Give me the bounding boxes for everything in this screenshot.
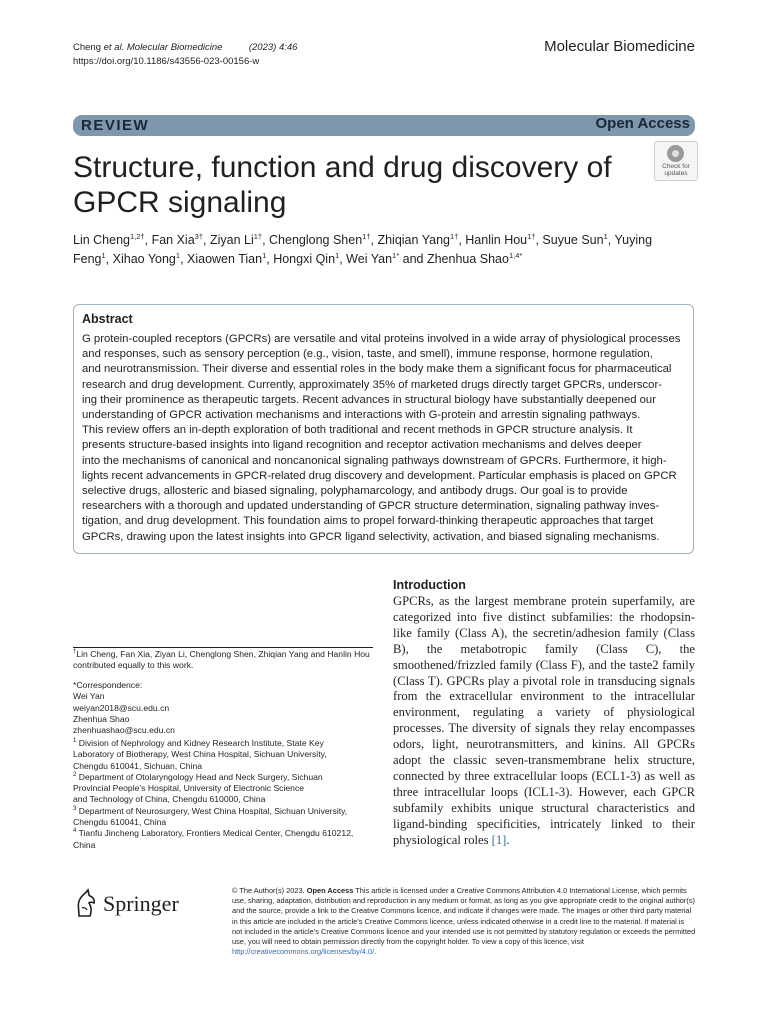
author-affiliation-mark: 1 [335,250,340,260]
author-list [73,231,698,269]
affiliation-line: Provincial People’s Hospital, University of Electronic Science [73,783,305,794]
affiliation-item [73,828,373,839]
author-separator: , [180,252,188,266]
author-name[interactable]: Suyue Sun [542,233,604,247]
author-affiliation-mark: 1† [253,231,263,241]
author-name[interactable]: Fan Xia [151,233,195,247]
author-separator: , [458,233,466,247]
author-name[interactable]: Zhiqian Yang [377,233,450,247]
author-name[interactable]: Wei Yan [346,252,393,266]
affiliation-item [73,738,373,749]
equal-note-line: contributed equally to this work. [73,660,194,671]
license-prefix: © The Author(s) 2023. [232,886,307,895]
author-name[interactable]: Chenglong Shen [269,233,363,247]
author-separator: , [607,233,615,247]
license-statement [232,886,696,957]
abstract-line: understanding of GPCR activation mechanisms and interactions with G-protein and arrestin signaling pathways. [82,409,641,422]
abstract-line: research and drug development. Currently, approximately 35% of marketed drugs directly target GPCRs, underscor- [82,378,662,391]
equal-contribution-note [73,649,373,672]
affiliation-list [73,738,373,851]
abstract-line: researchers with a thorough and updated understanding of GPCR structure determination, signaling pathway inves- [82,500,660,513]
abstract-line: G protein-coupled receptors (GPCRs) are versatile and vital proteins involved in a wide array of physiological processes [82,333,681,345]
article-type-label: REVIEW [81,117,150,134]
author-separator: , [535,233,543,247]
author-separator: , [105,252,113,266]
affiliation-number: 3 [73,805,77,812]
author-name[interactable]: Ziyan Li [209,233,254,247]
author-affiliation-mark: 1 [603,231,608,241]
introduction-heading: Introduction [393,578,466,592]
author-separator: , [339,252,347,266]
affiliation-line: Laboratory of Biotherapy, West China Hospital, Sichuan University, [73,749,327,760]
author-separator: , [266,252,274,266]
abstract-line: lights recent advancements in GPCR-related drug discovery and development. Particular emphasis is placed on GPCR [82,469,677,482]
author-affiliation-mark: 1† [449,231,459,241]
affiliation-line: Chengdu 610041, Sichuan, China [73,760,203,771]
introduction-text: GPCRs, as the largest membrane protein superfamily, are categorized into five distinct subfamilies: the rhodopsin-like family (Class A), the secretin/adhesion family (Class B), the metabotropic family (Class C), the smoothened/frizzled family (Class F), and the taste2 family (Class T). GPCRs play a pivotal role in transducing signals from the extracellular environment to the intracellular environment, regulating a variety of physiological processes. The diversity of signals they relay encompasses odors, light, neurotransmitters, and kinins. All GPCRs adopt the classic seven-transmembrane helix structure, connected by three extracellular loops (ECL1-3) as well as three intracellular loops (ICL1-3). However, each GPCR subfamily exhibits unique structural characteristics and ligand-binding specificities, intricately linked to their physiological roles [393,594,695,847]
abstract-line: and neurotransmission. Their diverse and essential roles in the body make them a significant focus for pharmaceutical [82,363,672,376]
check-badge-line1: Check for [662,163,690,170]
affiliation-continuation [73,817,373,828]
article-title: Structure, function and drug discovery of GPCR signaling [73,151,612,219]
author-affiliation-mark: 3† [194,231,203,241]
introduction-paragraph [393,594,695,849]
corr-author-2: Zhenhua Shao [73,713,130,724]
author-affiliation-mark: 1 [262,250,267,260]
affiliation-continuation [73,749,373,760]
license-body: This article is licensed under a Creative Commons Attribution 4.0 International License, which permits use, sharing, adaptation, distribution and reproduction in any medium or format, as long as you give appropriate credit to the original author(s) and the source, provide a link to the Creative Commons licence, and indicate if changes were made. The images or other third party material in this article are included in the article’s Creative Commons licence, unless indicated otherwise in a credit line to the material. If material is not included in the article’s Creative Commons licence and your intended use is not permitted by statutory regulation or exceeds the permitted use, you will need to obtain permission directly from the copyright holder. To view a copy of this licence, visit [232,886,696,947]
author-name[interactable]: Yuying Feng [73,233,653,266]
abstract-line: GPCRs, drawing upon the latest insights into GPCR ligand selectivity, activation, and biased signaling mechanisms. [82,530,660,543]
license-open-access: Open Access [306,886,354,895]
author-separator: , [370,233,378,247]
running-header [73,41,297,69]
abstract-line: presents structure-based insights into ligand recognition and receptor activation mechanisms and delves deeper [82,439,642,452]
affiliation-item [73,806,373,817]
publisher-name: Springer [103,891,179,916]
header-year-volume: (2023) 4:46 [248,42,298,53]
citation-link[interactable]: [1] [491,832,507,847]
license-link[interactable]: http://creativecommons.org/licenses/by/4.0/ [232,947,375,957]
abstract-line: tigation, and drug development. This foundation aims to propel forward-thinking therapeutic approaches that target [82,515,654,528]
check-for-updates-icon [667,145,684,162]
affiliation-line: Department of Otolaryngology Head and Neck Surgery, Sichuan [78,771,323,782]
corr-email-2[interactable]: zhenhuashao@scu.edu.cn [73,725,175,736]
abstract-box [73,304,694,554]
author-affiliation-mark: 1 [101,250,106,260]
affiliation-number: 2 [73,772,77,779]
check-badge-line2: updates [664,170,688,177]
abstract-line: into the mechanisms of canonical and noncanonical signaling pathways downstream of GPCRs. Furthermore, it high- [82,454,667,467]
author-affiliation-mark: 1† [527,231,536,241]
author-name[interactable]: Xihao Yong [112,252,176,266]
license-end: . [374,947,377,957]
abstract-line: selective drugs, allosteric and biased signaling, polyphamarcology, and antibody drugs. Our goal is to provide [82,485,628,498]
author-affiliation-mark: 1† [362,231,371,241]
header-journal-short: et al. Molecular Biomedicine [103,42,223,53]
author-separator: and [399,252,427,266]
header-doi-link[interactable]: https://doi.org/10.1186/s43556-023-00156-w [73,56,260,67]
affiliation-continuation [73,840,373,851]
check-for-updates-badge[interactable] [654,141,698,181]
affiliation-line: Tianfu Jincheng Laboratory, Frontiers Medical Center, Chengdu 610212, [78,828,354,839]
author-affiliation-mark: 1* [392,250,400,260]
author-name[interactable]: Hongxi Qin [273,252,336,266]
affiliation-line: and Technology of China, Chengdu 610000, China [73,794,266,805]
correspondence-label: *Correspondence: [73,680,143,690]
author-name[interactable]: Hanlin Hou [465,233,528,247]
author-affiliation-mark: 1,2† [130,231,145,241]
introduction-end: . [506,832,510,847]
abstract-heading: Abstract [82,312,133,326]
springer-horse-icon [73,888,101,918]
affiliation-line: Division of Nephrology and Kidney Research Institute, State Key [78,738,324,748]
abstract-line: and responses, such as sensory perception (e.g., vision, taste, and smell), immune response, hormone regulation, [82,348,653,361]
footnote-divider [73,647,373,648]
header-author: Cheng [73,42,104,53]
abstract-body [82,332,690,545]
corr-email-1[interactable]: weiyan2018@scu.edu.cn [73,702,170,713]
affiliation-continuation [73,761,373,772]
journal-name: Molecular Biomedicine [544,38,695,55]
corr-author-1: Wei Yan [73,691,105,702]
equal-contribution-mark: † [73,649,77,656]
equal-note-line: Lin Cheng, Fan Xia, Ziyan Li, Chenglong Shen, Zhiqian Yang and Hanlin Hou [76,649,370,659]
open-access-label: Open Access [595,115,690,132]
affiliation-line: Department of Neurosurgery, West China Hospital, Sichuan University, [78,805,348,816]
affiliation-number: 1 [73,738,77,745]
abstract-line: This review offers an in-depth exploration of both traditional and recent methods in GPCR structure analysis. It [82,424,633,437]
article-type-banner [73,115,695,136]
correspondence-note [73,680,373,736]
affiliation-item [73,772,373,783]
author-affiliation-mark: 1 [175,250,181,260]
affiliation-line: China [73,839,96,850]
author-name[interactable]: Lin Cheng [73,233,130,247]
abstract-line: ing their prominence as therapeutic targets. Recent advances in structural biology have substantially deepened our [82,393,656,406]
affiliation-continuation [73,783,373,794]
affiliation-number: 4 [73,828,77,835]
author-separator: , [203,233,210,247]
affiliation-continuation [73,794,373,805]
author-separator: , [144,233,152,247]
affiliation-line: Chengdu 610041, China [73,817,167,828]
author-name[interactable]: Xiaowen Tian [187,252,263,266]
author-affiliation-mark: 1,4* [508,250,523,260]
author-name[interactable]: Zhenhua Shao [426,252,509,266]
author-separator: , [262,233,270,247]
